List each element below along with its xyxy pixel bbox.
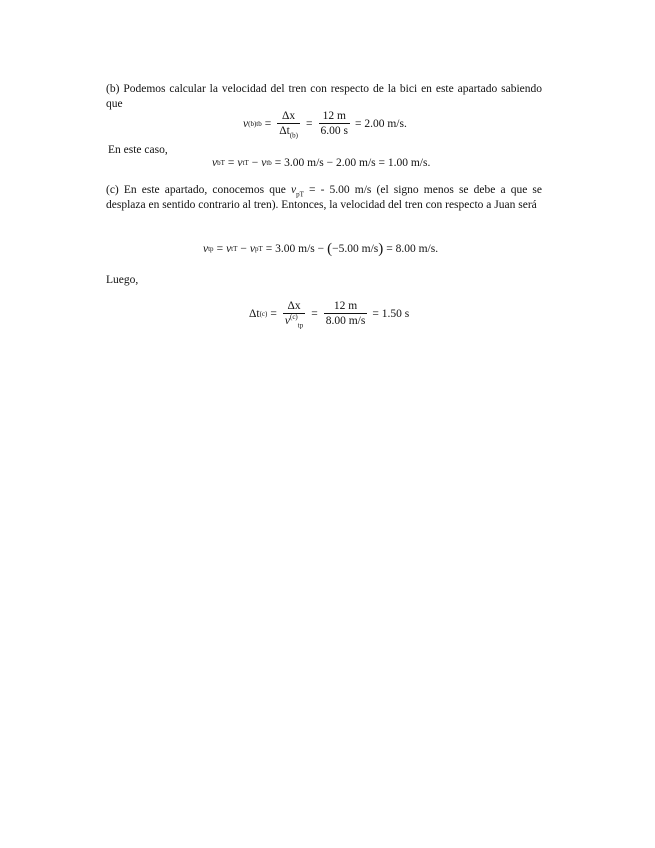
conclusion-label: Luego, [106,274,139,286]
eq1-frac1-den-var: Δt [279,125,290,137]
part-c-intro-after: = - 5.00 m/s (el signo menos se debe a que se desplaza en sentido contrario al tren). Entonces, la velocidad del tren con respecto a Juan será [106,184,543,211]
eq1-equals: = [264,118,272,130]
eq2-lhs-var: v [212,157,218,169]
eq4-frac1-den-sub: tp [297,321,304,330]
eq4-fraction-1 [283,300,305,328]
eq3-equals: = [216,243,224,255]
eq3-paren-close: ) [378,240,384,257]
part-c-intro-before: (c) En este apartado, conocemos que [106,184,286,196]
eq3-mid: = 3.00 m/s − [265,243,325,255]
eq1-result: = 2.00 m/s. [354,118,407,130]
part-c-var-sub: pT [296,190,304,199]
eq1-frac1-numerator: Δx [282,110,296,122]
eq3-paren-value: −5.00 m/s [332,243,379,255]
eq1-lhs-var: v [243,118,249,130]
equation-train-bike-velocity: v (b) tb = $\frac{\Delta x}{\Delta t_{(b)}}$ = $\frac{12 m}{6.00 s}$ = 2.00 m/s. [243,110,407,140]
eq1-fraction-2 [319,110,350,138]
eq4-frac1-den-var: v [284,315,290,327]
eq1-frac2-denominator: 6.00 s [320,125,348,137]
eq4-equals: = [270,308,277,320]
eq1-equals-2: = [306,118,313,130]
eq4-equals-2: = [311,308,318,320]
eq2-term1-var: v [237,157,243,169]
eq3-minus: − [240,243,247,255]
eq4-result: = 1.50 s [372,308,410,320]
eq1-frac2-numerator: 12 m [322,110,346,122]
eq4-frac2-denominator: 8.00 m/s [325,315,366,327]
equation-train-juan-velocity: v tp = v tT − v pT = 3.00 m/s − ( −5.00 m/s ) = 8.00 m/s. [203,240,439,257]
eq4-frac1-den-sup: (c) [289,313,298,322]
eq2-result: = 3.00 m/s − 2.00 m/s = 1.00 m/s. [274,157,431,169]
eq1-frac1-denominator [277,123,300,138]
eq1-frac1-den-sub: (b) [289,131,298,140]
eq3-result: = 8.00 m/s. [386,243,439,255]
eq4-lhs-var: Δt [249,308,260,320]
eq2-equals: = [227,157,235,169]
equation-time-c: Δt (c) = $\frac{\Delta x}{v^{(c)}_{tp}}$ = $\frac{12 m}{8.00 m/s}$ = 1.50 s [249,300,410,330]
eq2-term2-var: v [261,157,267,169]
eq3-term1-var: v [226,243,232,255]
eq3-paren-open: ( [327,240,333,257]
eq1-fraction-1 [277,110,300,138]
case-label: En este caso, [108,144,168,156]
equation-bike-velocity: v bT = v tT − v tb = 3.00 m/s − 2.00 m/s = 1.00 m/s. [212,157,431,169]
eq3-term2-var: v [249,243,256,255]
eq3-lhs-var: v [203,243,209,255]
part-c-paragraph [106,183,542,213]
eq2-minus: − [251,157,259,169]
eq4-frac1-denominator [283,313,305,328]
part-b-paragraph: (b) Podemos calcular la velocidad del tren con respecto de la bici en este apartado sabiendo que [106,83,542,110]
eq4-frac2-numerator: 12 m [333,300,358,312]
eq4-frac1-numerator: Δx [287,300,301,312]
part-c-var: v [290,184,297,196]
eq4-fraction-2 [324,300,368,328]
